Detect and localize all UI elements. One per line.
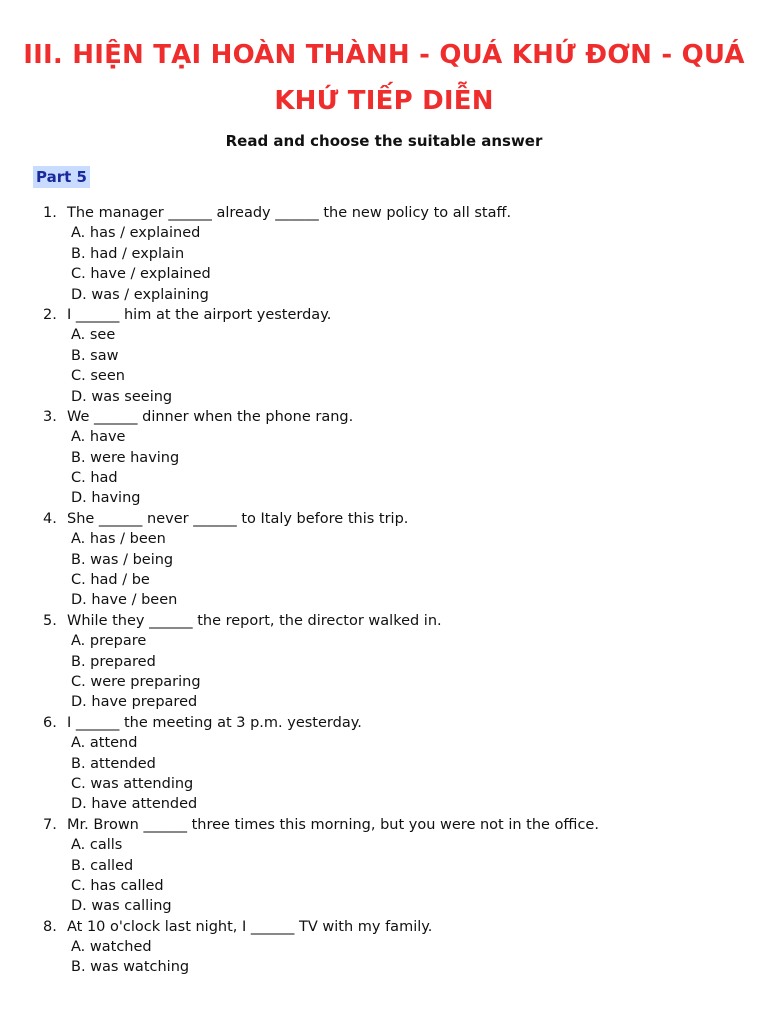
answer-option bbox=[0, 346, 768, 366]
question-number: 7. bbox=[43, 816, 57, 833]
answer-option-text: C. have / explained bbox=[71, 266, 211, 283]
answer-option-text: D. have / been bbox=[71, 592, 178, 609]
answer-option-text: C. seen bbox=[71, 368, 125, 385]
question-text: She ______ never ______ to Italy before this trip. bbox=[67, 510, 409, 527]
question-8 bbox=[0, 917, 768, 937]
question-5 bbox=[0, 611, 768, 631]
question-2 bbox=[0, 305, 768, 325]
answer-option bbox=[0, 794, 768, 814]
answer-option bbox=[0, 366, 768, 386]
answer-option bbox=[0, 896, 768, 916]
answer-option bbox=[0, 937, 768, 957]
answer-option-text: B. was watching bbox=[71, 959, 190, 976]
answer-option-text: B. had / explain bbox=[71, 245, 185, 262]
question-text: I ______ the meeting at 3 p.m. yesterday. bbox=[67, 714, 362, 731]
answer-option bbox=[0, 427, 768, 447]
answer-option-text: B. was / being bbox=[71, 551, 174, 568]
answer-option-text: C. has called bbox=[71, 877, 164, 894]
answer-option-text: C. were preparing bbox=[71, 673, 201, 690]
part-label: Part 5 bbox=[33, 166, 90, 188]
question-text: We ______ dinner when the phone rang. bbox=[67, 408, 354, 425]
answer-option bbox=[0, 387, 768, 407]
answer-option-text: A. see bbox=[71, 327, 116, 344]
answer-option bbox=[0, 631, 768, 651]
answer-option bbox=[0, 550, 768, 570]
answer-option-text: A. calls bbox=[71, 837, 123, 854]
answer-option bbox=[0, 652, 768, 672]
question-number: 6. bbox=[43, 714, 57, 731]
answer-option-text: D. was / explaining bbox=[71, 286, 209, 303]
answer-option bbox=[0, 835, 768, 855]
question-text: The manager ______ already ______ the new policy to all staff. bbox=[67, 205, 512, 221]
answer-option-text: B. attended bbox=[71, 755, 156, 772]
answer-option bbox=[0, 264, 768, 284]
question-number: 8. bbox=[43, 918, 57, 935]
answer-option bbox=[0, 325, 768, 345]
answer-option-text: C. had / be bbox=[71, 572, 150, 589]
question-3 bbox=[0, 407, 768, 427]
answer-option bbox=[0, 529, 768, 549]
answer-option-text: D. was calling bbox=[71, 898, 172, 915]
answer-option bbox=[0, 223, 768, 243]
answer-option bbox=[0, 285, 768, 305]
answer-option bbox=[0, 774, 768, 794]
answer-option-text: A. attend bbox=[71, 735, 138, 752]
question-text: Mr. Brown ______ three times this morning, but you were not in the office. bbox=[67, 816, 599, 833]
page-title: III. HIỆN TẠI HOÀN THÀNH - QUÁ KHỨ ĐƠN - QUÁ KHỨ TIẾP DIỄN bbox=[23, 40, 745, 116]
answer-option bbox=[0, 754, 768, 774]
answer-option bbox=[0, 733, 768, 753]
answer-option-text: A. has / been bbox=[71, 531, 166, 548]
instructions: Read and choose the suitable answer bbox=[225, 132, 543, 150]
answer-option-text: C. was attending bbox=[71, 775, 194, 792]
question-number: 2. bbox=[43, 306, 57, 323]
answer-option-text: A. prepare bbox=[71, 633, 147, 650]
question-number: 5. bbox=[43, 612, 57, 629]
answer-option-text: A. watched bbox=[71, 939, 152, 956]
question-6 bbox=[0, 713, 768, 733]
answer-option-text: B. prepared bbox=[71, 653, 156, 670]
answer-option-text: A. has / explained bbox=[71, 225, 201, 242]
answer-option bbox=[0, 448, 768, 468]
answer-option bbox=[0, 876, 768, 896]
answer-option-text: D. have attended bbox=[71, 796, 198, 813]
question-number: 4. bbox=[43, 510, 57, 527]
answer-option bbox=[0, 468, 768, 488]
answer-option bbox=[0, 244, 768, 264]
answer-option bbox=[0, 672, 768, 692]
question-7 bbox=[0, 815, 768, 835]
answer-option bbox=[0, 590, 768, 610]
question-number: 1. bbox=[43, 205, 57, 221]
question-list bbox=[0, 203, 768, 978]
question-4 bbox=[0, 509, 768, 529]
answer-option bbox=[0, 488, 768, 508]
question-text: I ______ him at the airport yesterday. bbox=[67, 306, 332, 323]
answer-option-text: B. were having bbox=[71, 449, 180, 466]
question-text: While they ______ the report, the director walked in. bbox=[67, 612, 442, 629]
question-text: At 10 o'clock last night, I ______ TV with my family. bbox=[67, 918, 433, 935]
question-number: 3. bbox=[43, 408, 57, 425]
question-1 bbox=[0, 203, 768, 223]
answer-option-text: B. called bbox=[71, 857, 134, 874]
answer-option-text: D. have prepared bbox=[71, 694, 198, 711]
answer-option-text: C. had bbox=[71, 470, 118, 487]
answer-option-text: D. having bbox=[71, 490, 141, 507]
answer-option-text: A. have bbox=[71, 429, 126, 446]
answer-option bbox=[0, 692, 768, 712]
answer-option bbox=[0, 856, 768, 876]
answer-option bbox=[0, 570, 768, 590]
answer-option-text: B. saw bbox=[71, 347, 119, 364]
answer-option-text: D. was seeing bbox=[71, 388, 173, 405]
answer-option bbox=[0, 957, 768, 977]
